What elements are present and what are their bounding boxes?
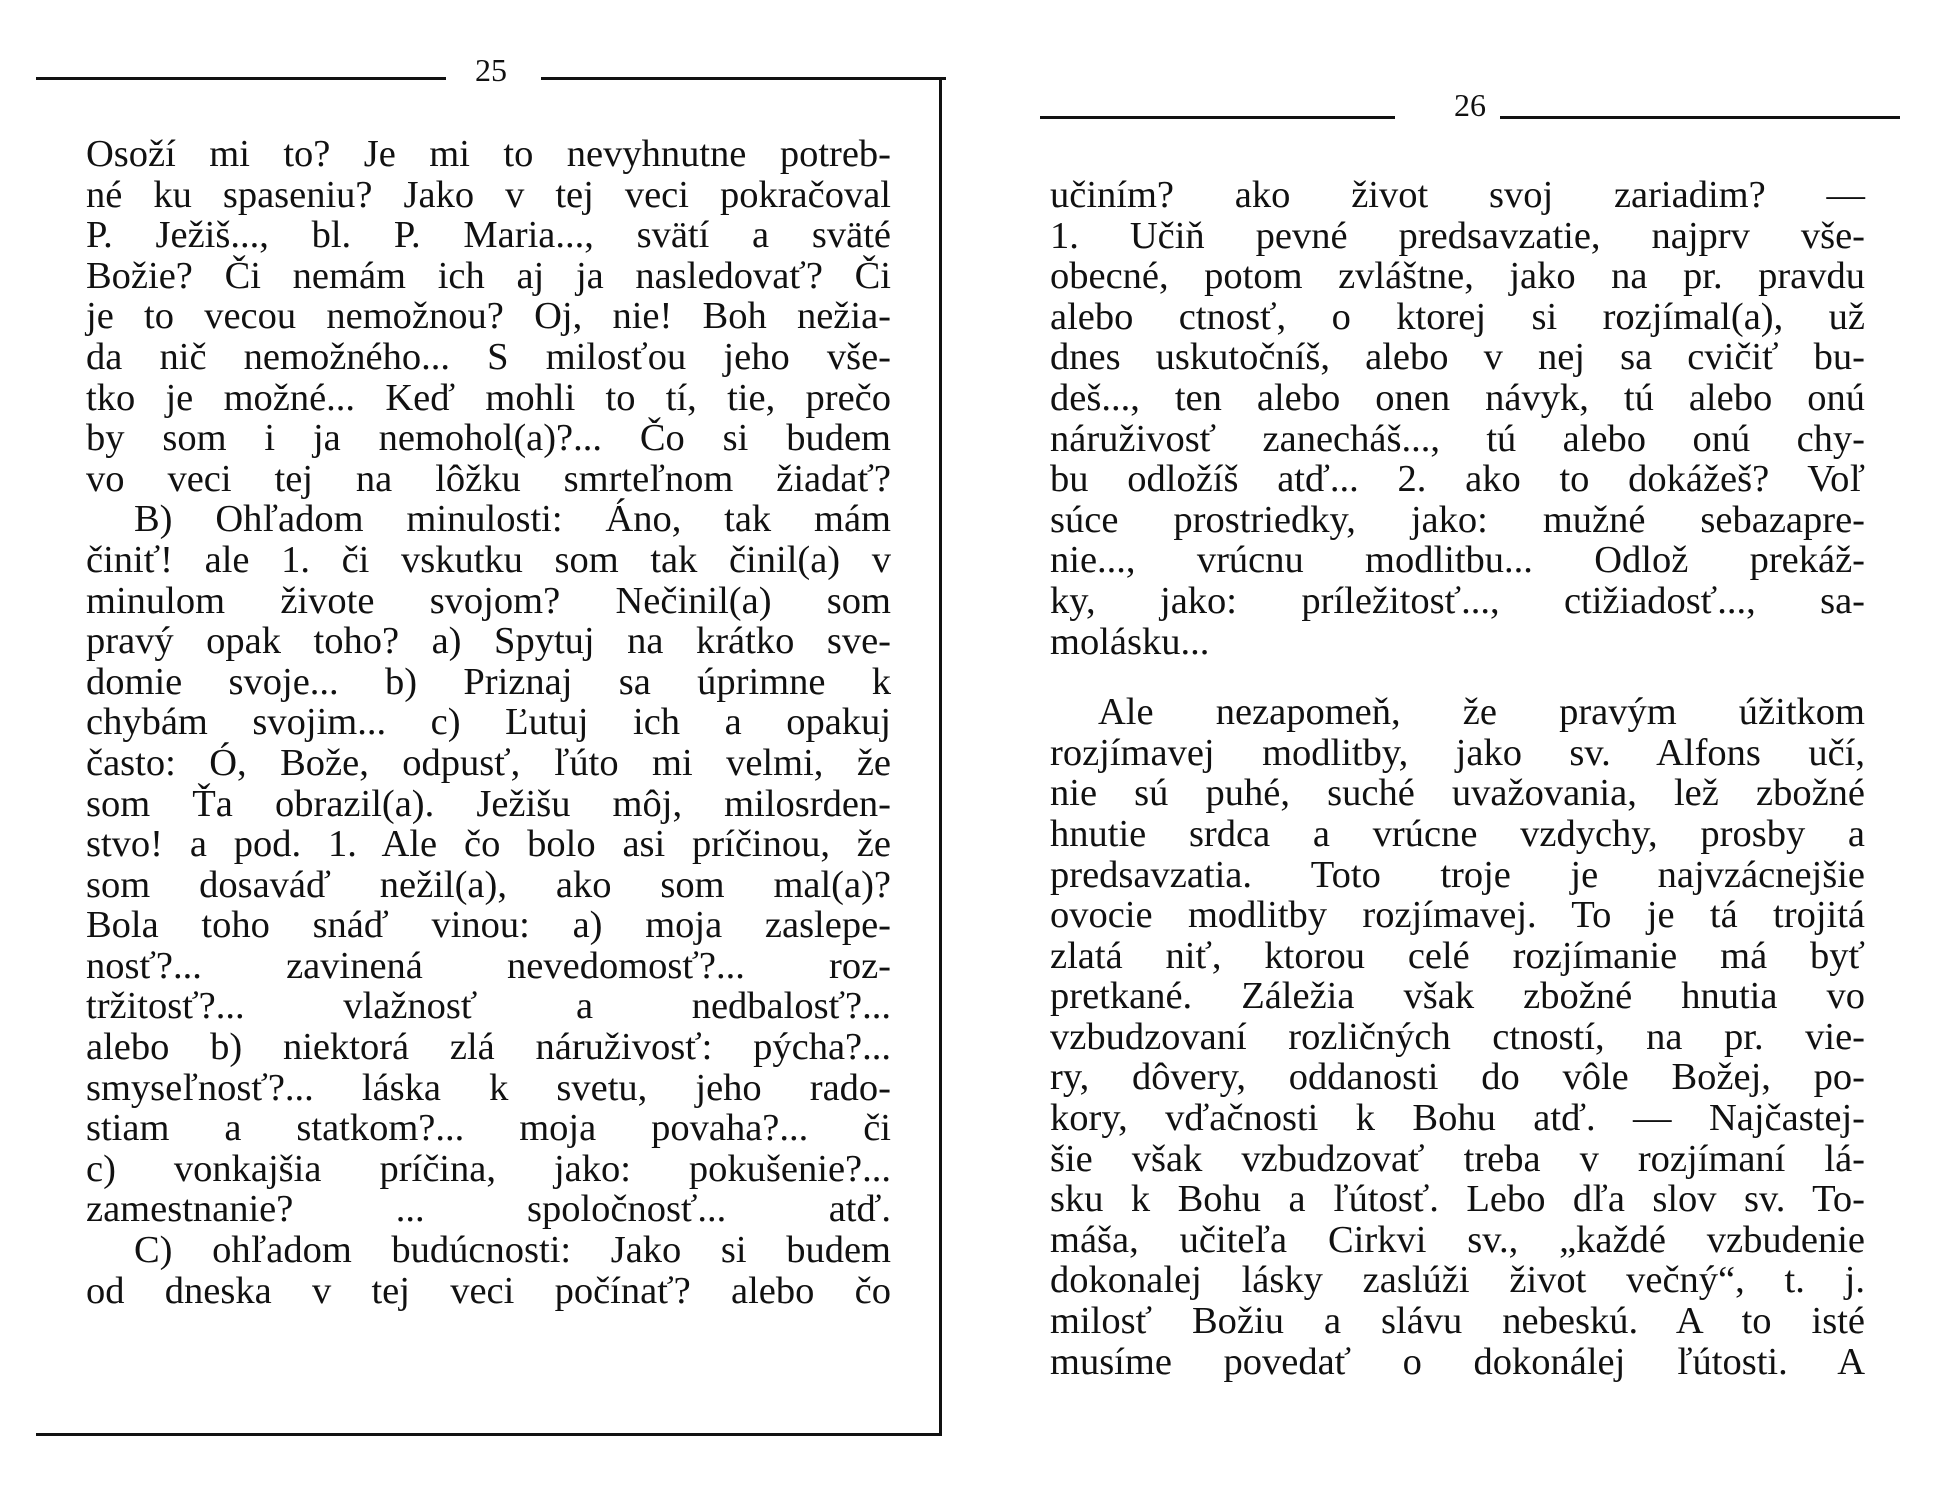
text-line: B) Ohľadom minulosti: Áno, tak mám xyxy=(134,498,891,541)
text-line: C) ohľadom budúcnosti: Jako si budem xyxy=(134,1229,891,1272)
text-line: domie svoje... b) Priznaj sa úprimne k xyxy=(86,660,891,703)
text-line: stiam a statkom?... moja povaha?... či xyxy=(86,1107,891,1150)
text-line: 1. Učiň pevné predsavzatie, najprv vše- xyxy=(1050,214,1865,257)
text-line: učiním? ako život svoj zariadim? — xyxy=(1050,174,1865,216)
text-line: alebo b) niektorá zlá náruživosť: pýcha?... xyxy=(86,1026,891,1069)
text-line: né ku spaseniu? Jako v tej veci pokračoval xyxy=(86,173,891,216)
text-line: bu odložíš atď... 2. ako to dokážeš? Voľ xyxy=(1050,458,1865,501)
text-line: deš..., ten alebo onen návyk, tú alebo onú xyxy=(1050,376,1865,419)
text-line: Osoží mi to? Je mi to nevyhnutne potreb- xyxy=(86,133,891,175)
paragraph-gap xyxy=(1050,662,1865,692)
text-line: molásku... xyxy=(1050,620,1210,663)
text-line: by som i ja nemohol(a)?... Čo si budem xyxy=(86,417,891,460)
text-line: chybám svojim... c) Ľutuj ich a opakuj xyxy=(86,701,891,744)
text-line: som Ťa obrazil(a). Ježišu môj, milosrden- xyxy=(86,782,891,825)
text-line: hnutie srdca a vrúcne vzdychy, prosby a xyxy=(1050,812,1865,855)
text-line: máša, učiteľa Cirkvi sv., „každé vzbudenie xyxy=(1050,1218,1865,1261)
text-line: alebo ctnosť, o ktorej si rozjímal(a), už xyxy=(1050,295,1865,338)
left-page-text xyxy=(86,134,891,1311)
text-line: nie sú puhé, suché uvažovania, lež zbožné xyxy=(1050,772,1865,815)
text-line: stvo! a pod. 1. Ale čo bolo asi príčinou, že xyxy=(86,823,891,866)
header-rule-left-a xyxy=(36,77,446,80)
text-line: pravý opak toho? a) Spytuj na krátko sve- xyxy=(86,620,891,663)
text-line: milosť Božiu a slávu nebeskú. A to isté xyxy=(1050,1300,1865,1343)
text-line: da nič nemožného... S milosťou jeho vše- xyxy=(86,335,891,378)
text-line: dokonalej lásky zaslúži život večný“, t. j. xyxy=(1050,1259,1865,1302)
text-line: často: Ó, Bože, odpusť, ľúto mi velmi, že xyxy=(86,741,891,784)
text-line: sku k Bohu a ľútosť. Lebo dľa slov sv. To- xyxy=(1050,1178,1865,1221)
text-line: činiť! ale 1. či vskutku som tak činil(a) v xyxy=(86,538,891,581)
text-line: Ale nezapomeň, že pravým úžitkom xyxy=(1098,691,1865,734)
text-line: ry, dôvery, oddanosti do vôle Božej, po- xyxy=(1050,1056,1865,1099)
text-line: musíme povedať o dokonálej ľútosti. A xyxy=(1050,1340,1865,1383)
text-line: je to vecou nemožnou? Oj, nie! Boh nežia- xyxy=(86,295,891,338)
text-line: tržitosť?... vlažnosť a nedbalosť?... xyxy=(86,985,891,1028)
text-line: od dneska v tej veci počínať? alebo čo xyxy=(86,1269,891,1312)
text-line: nie..., vrúcnu modlitbu... Odlož prekáž- xyxy=(1050,539,1865,582)
text-line: P. Ježiš..., bl. P. Maria..., svätí a sväté xyxy=(86,214,891,257)
text-line: vo veci tej na lôžku smrteľnom žiadať? xyxy=(86,457,891,500)
text-line: dnes uskutočníš, alebo v nej sa cvičiť bu- xyxy=(1050,336,1865,379)
text-line: nosť?... zavinená nevedomosť?... roz- xyxy=(86,944,891,987)
text-line: vzbudzovaní rozličných ctností, na pr. vie- xyxy=(1050,1015,1865,1058)
text-line: c) vonkajšia príčina, jako: pokušenie?... xyxy=(86,1147,891,1190)
frame-right-border xyxy=(939,77,942,1434)
text-line: som dosaváď nežil(a), ako som mal(a)? xyxy=(86,863,891,906)
text-line: ovocie modlitby rozjímavej. To je tá trojitá xyxy=(1050,894,1865,937)
right-page-text xyxy=(1050,175,1865,1382)
left-page xyxy=(36,50,946,1435)
text-line: náruživosť zanecháš..., tú alebo onú chy- xyxy=(1050,417,1865,460)
text-line: Bola toho snáď vinou: a) moja zaslepe- xyxy=(86,904,891,947)
text-line: kory, vďačnosti k Bohu atď. — Najčastej- xyxy=(1050,1097,1865,1140)
text-line: rozjímavej modlitby, jako sv. Alfons učí, xyxy=(1050,731,1865,774)
text-line: tko je možné... Keď mohli to tí, tie, prečo xyxy=(86,376,891,419)
text-line: ky, jako: príležitosť..., ctižiadosť..., sa- xyxy=(1050,579,1865,622)
text-line: minulom živote svojom? Nečinil(a) som xyxy=(86,579,891,622)
text-line: obecné, potom zvláštne, jako na pr. pravdu xyxy=(1050,255,1865,298)
page-number-right: 26 xyxy=(1454,87,1486,123)
text-line: zlatá niť, ktorou celé rozjímanie má byť xyxy=(1050,934,1865,977)
header-rule-left-b xyxy=(541,77,946,80)
text-line: predsavzatia. Toto troje je najvzácnejšie xyxy=(1050,853,1865,896)
text-line: pretkané. Záležia však zbožné hnutia vo xyxy=(1050,975,1865,1018)
header-rule-right-a xyxy=(1040,116,1395,119)
header-rule-right-b xyxy=(1500,116,1900,119)
page-number-left: 25 xyxy=(475,52,507,88)
text-line: súce prostriedky, jako: mužné sebazapre- xyxy=(1050,498,1865,541)
text-line: šie však vzbudzovať treba v rozjímaní lá- xyxy=(1050,1137,1865,1180)
text-line: zamestnanie? ... spoločnosť... atď. xyxy=(86,1188,891,1231)
right-page xyxy=(1040,85,1900,1475)
frame-bottom-border xyxy=(36,1433,942,1436)
text-line: smyseľnosť?... láska k svetu, jeho rado- xyxy=(86,1066,891,1109)
text-line: Božie? Či nemám ich aj ja nasledovať? Či xyxy=(86,254,891,297)
